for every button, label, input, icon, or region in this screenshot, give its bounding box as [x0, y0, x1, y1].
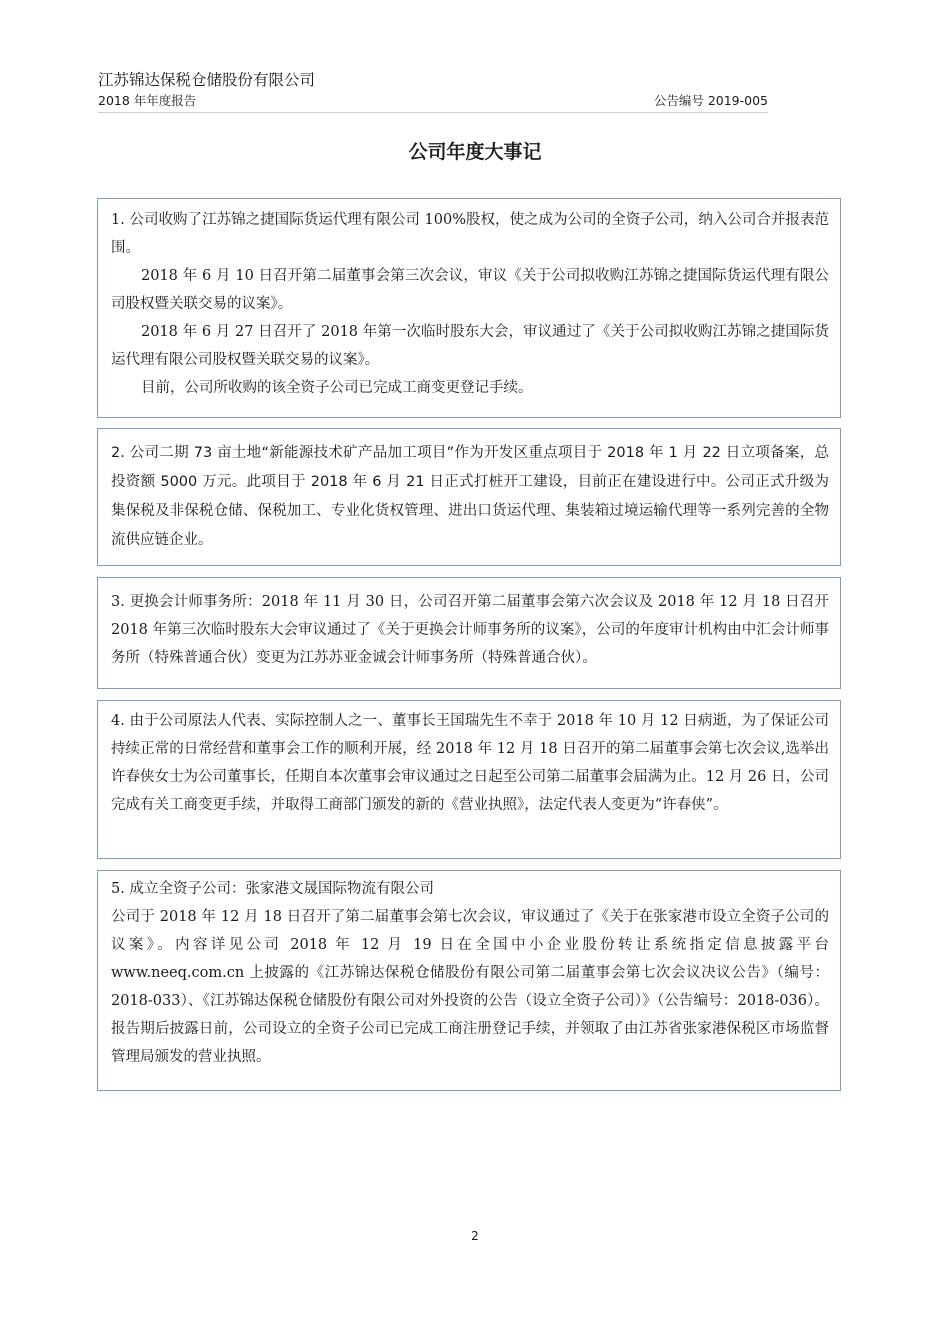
header-divider [98, 112, 768, 113]
event-1-paragraph: 2018 年 6 月 27 日召开了 2018 年第一次临时股东大会，审议通过了《关于公司拟收购江苏锦之捷国际货运代理有限公司股权暨关联交易的议案》。 [111, 324, 829, 368]
page-title: 公司年度大事记 [408, 141, 542, 163]
page-number: 2 [471, 1229, 479, 1243]
event-1-paragraph: 1. 公司收购了江苏锦之捷国际货运代理有限公司 100%股权，使之成为公司的全资子公司，纳入公司合并报表范围。 [111, 212, 829, 256]
event-box-1 [97, 198, 841, 418]
event-4-paragraph: 4. 由于公司原法人代表、实际控制人之一、董事长王国瑞先生不幸于 2018 年 10 月 12 日病逝，为了保证公司持续正常的日常经营和董事会工作的顺利开展，经 2018 年 12 月 18 日召开的第二届董事会第七次会议,选举出许春侠女士为公司董事长，任期自本次董事会审议通过之日起至公司第二届董事会届满为止。12 月 26 日，公司完成有关工商变更手续，并取得工商部门颁发的新的《营业执照》，法定代表人变更为“许春侠”。 [111, 713, 829, 813]
event-box-2 [97, 428, 841, 566]
event-box-3 [97, 577, 841, 689]
event-5-paragraph: 5. 成立全资子公司：张家港文晟国际物流有限公司 [111, 881, 434, 897]
event-1-paragraph: 2018 年 6 月 10 日召开第二届董事会第三次会议，审议《关于公司拟收购江苏锦之捷国际货运代理有限公司股权暨关联交易的议案》。 [111, 268, 829, 312]
event-3-paragraph: 3. 更换会计师事务所：2018 年 11 月 30 日，公司召开第二届董事会第六次会议及 2018 年 12 月 18 日召开 2018 年第三次临时股东大会审议通过了《关于更换会计师事务所的议案》，公司的年度审计机构由中汇会计师事务所（特殊普通合伙）变更为江苏苏亚金诚会计师事务所（特殊普通合伙）。 [111, 594, 829, 666]
event-5-paragraph: 公司于 2018 年 12 月 18 日召开了第二届董事会第七次会议，审议通过了《关于在张家港市设立全资子公司的议案》。内容详见公司 2018 年 12 月 19 日在全国中小企业股份转让系统指定信息披露平台 www.neeq.com.cn 上披露的《江苏锦达保税仓储股份有限公司第二届董事会第七次会议决议公告》（编号：2018-033）、《江苏锦达保税仓储股份有限公司对外投资的公告（设立全资子公司）》（公告编号：2018-036）。报告期后披露日前，公司设立的全资子公司已完成工商注册登记手续，并领取了由江苏省张家港保税区市场监督管理局颁发的营业执照。 [111, 909, 829, 1065]
event-box-4 [97, 700, 841, 859]
header-company: 江苏锦达保税仓储股份有限公司 [98, 71, 316, 89]
event-box-5 [97, 870, 841, 1091]
header-announcement-number: 公告编号 2019-005 [653, 93, 768, 108]
event-1-paragraph: 目前，公司所收购的该全资子公司已完成工商变更登记手续。 [141, 380, 533, 396]
event-2-paragraph: 2. 公司二期 73 亩土地“新能源技术矿产品加工项目”作为开发区重点项目于 2018 年 1 月 22 日立项备案，总投资额 5000 万元。此项目于 2018 年 6 月 21 日正式打桩开工建设，目前正在建设进行中。公司正式升级为集保税及非保税仓储、保税加工、专业化货权管理、进出口货运代理、集装箱过境运输代理等一系列完善的全物流供应链企业。 [111, 445, 829, 548]
header-report-title: 2018 年年度报告 [98, 93, 197, 108]
